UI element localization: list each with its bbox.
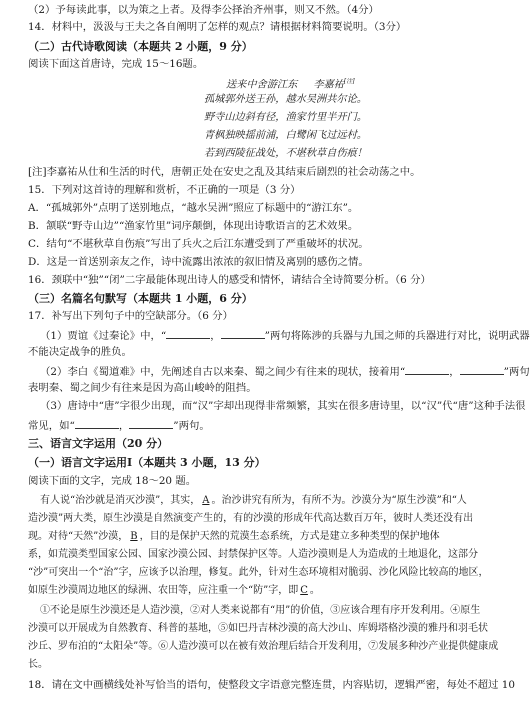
blank-a[interactable]: A (202, 495, 210, 506)
poem-title-text: 送来中舍游江东 (226, 79, 298, 91)
q14: 14．材料中，汲汲与王夫之各自阐明了怎样的观点？请根据材料简要说明。（3分） (28, 21, 407, 33)
passage-text: ，目的是保护天然的荒漠生态系统，方式是建立多种类型的保护地体 (139, 531, 440, 542)
q17-sub3-suffix: ”两句。 (173, 420, 210, 432)
poem-author: 李嘉祐 (313, 79, 344, 91)
passage-line-1 (40, 494, 490, 507)
poem-line-1: 孤城郭外送王孙，越水吴洲共尔论。 (204, 94, 367, 105)
blank[interactable] (221, 328, 265, 339)
q17-sub1-cont: 不能决定战争的胜负。 (28, 346, 132, 358)
passage2-line-2: 沙漠可以开展成为自然教育、科普的基地，⑤如巴丹吉林沙漠的高大沙山、库姆塔格沙漠的雅丹和羽毛状 (28, 623, 488, 634)
q17-sub3-prefix: 常见，如“ (28, 420, 75, 432)
passage2-line-3: 沙丘、罗布泊的“太阳朵”等。⑥人造沙漠可以在被有效治理后结合开发利用，⑦发展多种沙产业提供健康成 (28, 641, 499, 652)
q17: 17．补写出下列句子中的空缺部分。（6 分） (28, 310, 233, 322)
passage2-line-4: 长。 (28, 659, 48, 670)
comma: ， (449, 366, 460, 378)
q15-option-b: B．颔联“野寺山边”“渔家竹里”词序颠倒，体现出诗歌语言的艺术效果。 (28, 220, 359, 232)
q15-option-d: D．这是一首送别亲友之作，诗中流露出浓浓的叙旧情及离别的感伤之情。 (28, 256, 369, 268)
q17-sub2 (40, 364, 530, 379)
passage-line-3 (28, 530, 490, 543)
q17-sub2-cont: 表明秦、蜀之间少有往来是因为高山峻岭的阻挡。 (28, 382, 257, 394)
poem-title (226, 75, 355, 91)
blank[interactable] (166, 328, 210, 339)
subsection-language-1-heading: （一）语言文字运用Ⅰ（本题共 3 小题，13 分） (28, 456, 266, 469)
passage-text: 如原生沙漠周边地区的绿洲、农田等，应注重一个“防”字，即 (28, 585, 299, 596)
section-language-heading: 三、语言文字运用（20 分） (28, 437, 169, 450)
passage-text: 有人说“治沙就是消灭沙漠”，其实， (40, 495, 201, 506)
blank-b[interactable]: B (130, 531, 138, 542)
q17-sub2-suffix: ”两句 (503, 366, 530, 378)
language-instruction: 阅读下面的文字，完成 18～20 题。 (28, 475, 197, 487)
q17-sub1-suffix: ”两句将陈涉的兵器与九国之师的兵器进行对比，说明武器 (264, 330, 530, 342)
poem-line-4: 若到西陵征战处，不堪秋草自伤痕！ (204, 148, 367, 159)
q15-option-c: C．结句“不堪秋草自伤痕”写出了兵火之后江东遭受到了严重破坏的状况。 (28, 238, 369, 250)
comma: ， (118, 420, 130, 432)
blank[interactable] (405, 364, 449, 375)
blank[interactable] (129, 418, 173, 429)
passage-text: 现。对待“天然”沙漠， (28, 531, 129, 542)
poetry-instruction: 阅读下面这首唐诗，完成 15～16题。 (28, 58, 204, 70)
q13-sub2: （2）予每读此事，以为策之上者。及得李公择治齐州事，则又不然。（4分） (28, 4, 379, 16)
passage-text: 。治沙讲究有所为，有所不为。沙漠分为“原生沙漠”和“人 (211, 495, 467, 506)
section-poetry-heading: （二）古代诗歌阅读（本题共 2 小题，9 分） (28, 40, 253, 53)
comma: ， (210, 330, 221, 342)
blank-c[interactable]: C (300, 585, 308, 596)
q17-sub3: （3）唐诗中“唐”字很少出现，而“汉”字却出现得非常频繁，其实在很多唐诗里，以“汉”代“唐”这种手法很 (40, 400, 526, 412)
poem-note: [注]李嘉祐从仕和生活的时代，唐朝正处在安史之乱及其结束后剧烈的社会动荡之中。 (28, 166, 421, 178)
passage2-line-1: ①不论是原生沙漠还是人造沙漠，②对人类来说都有“用”的价值，③应该合理有序开发利用。④原生 (40, 605, 481, 616)
q17-sub2-prefix: （2）李白《蜀道难》中，先阐述自古以来秦、蜀之间少有往来的现状，接着用“ (40, 366, 406, 378)
blank[interactable] (460, 364, 504, 375)
poem-line-2: 野寺山边斜有径，渔家竹里半开门。 (204, 112, 367, 123)
q17-sub1-prefix: （1）贾谊《过秦论》中，“ (40, 330, 167, 342)
q17-sub3-cont (28, 418, 490, 433)
q15: 15．下列对这首诗的理解和赏析，不正确的一项是（3 分） (28, 184, 301, 196)
q15-option-a: A．“孤城郭外”点明了送别地点，“越水吴洲”照应了标题中的“游江东”。 (28, 202, 359, 214)
passage-line-4: 系，如荒漠类型国家公园、国家沙漠公园、封禁保护区等。人造沙漠则是人为造成的土地退化，这部分 (28, 549, 478, 560)
passage-line-5: “沙”可突出一个“治”字，应该予以治理，修复。此外，针对生态环境相对脆弱、沙化风险比较高的地区， (28, 567, 489, 578)
section-recitation-heading: （三）名篇名句默写（本题共 1 小题，6 分） (28, 292, 253, 305)
passage-line-2: 造沙漠”两大类，原生沙漠是自然演变产生的，有的沙漠的形成年代高达数百万年，彼时人类还没有出 (28, 513, 474, 524)
poem-note-mark: [注] (343, 78, 355, 85)
q18: 18．请在文中画横线处补写恰当的语句，使整段文字语意完整连贯，内容贴切，逻辑严密，每处不超过 10 (28, 679, 515, 691)
passage-line-6 (28, 584, 490, 597)
passage-text: 。 (309, 585, 320, 596)
q16: 16．颈联中“独”“闭”二字最能体现出诗人的感受和情怀，请结合全诗简要分析。（6 分） (28, 274, 431, 286)
blank[interactable] (75, 418, 119, 429)
poem-line-3: 青枫独映摇前浦，白鹭闲飞过远村。 (204, 130, 367, 141)
q17-sub1 (40, 328, 530, 343)
